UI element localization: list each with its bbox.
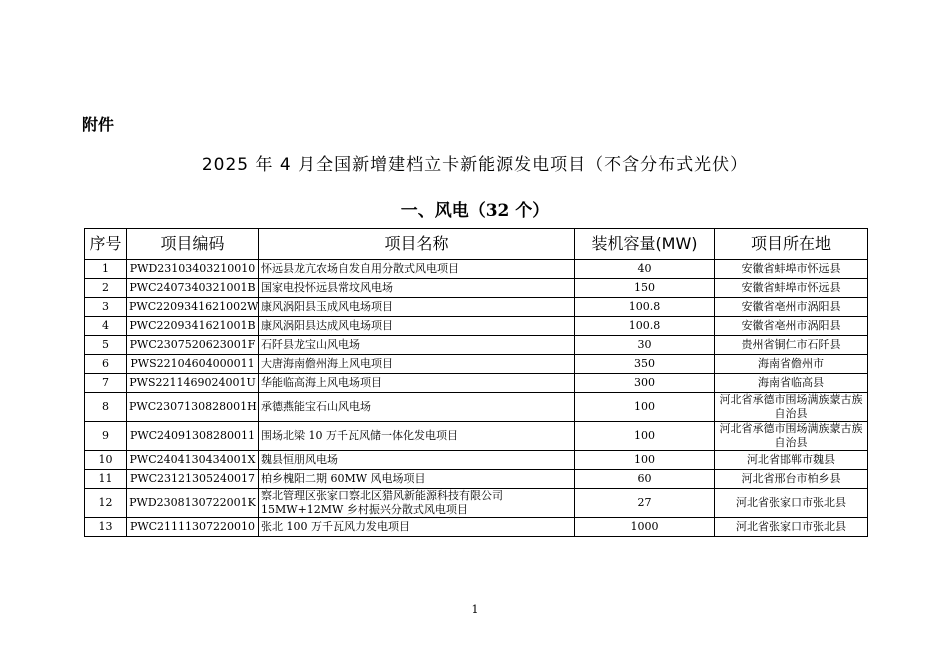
table-row: [85, 260, 868, 279]
table-row: [85, 451, 868, 470]
header-location: 项目所在地: [715, 229, 868, 260]
table-row: [85, 470, 868, 489]
cell-location: 河北省邢台市柏乡县: [715, 470, 868, 489]
cell-code: PWD23103403210010: [127, 260, 259, 279]
cell-seq: 8: [85, 393, 127, 422]
cell-location: 安徽省蚌埠市怀远县: [715, 260, 868, 279]
cell-code: PWC2209341621001B: [127, 317, 259, 336]
cell-project-name: 康风涡阳县达成风电场项目: [259, 317, 575, 336]
cell-seq: 5: [85, 336, 127, 355]
projects-table: [84, 228, 868, 537]
cell-project-name: 张北 100 万千瓦风力发电项目: [259, 518, 575, 537]
header-capacity: 装机容量(MW): [575, 229, 715, 260]
cell-capacity: 100: [575, 393, 715, 422]
cell-project-name: 柏乡槐阳二期 60MW 风电场项目: [259, 470, 575, 489]
cell-code: PWC2407340321001B: [127, 279, 259, 298]
table-row: [85, 422, 868, 451]
header-name: 项目名称: [259, 229, 575, 260]
cell-location: 河北省承德市围场满族蒙古族自治县: [715, 393, 868, 422]
cell-project-name: 国家电投怀远县常坟风电场: [259, 279, 575, 298]
cell-project-name: 魏县恒朋风电场: [259, 451, 575, 470]
cell-capacity: 1000: [575, 518, 715, 537]
cell-location: 河北省张家口市张北县: [715, 489, 868, 518]
cell-seq: 9: [85, 422, 127, 451]
cell-code: PWC2307520623001F: [127, 336, 259, 355]
cell-code: PWS2211469024001U: [127, 374, 259, 393]
cell-code: PWC2404130434001X: [127, 451, 259, 470]
cell-project-name: 察北管理区张家口察北区猎风新能源科技有限公司 15MW+12MW 乡村振兴分散式风电项目: [259, 489, 575, 518]
table-row: [85, 336, 868, 355]
cell-project-name: 怀远县龙亢农场自发自用分散式风电项目: [259, 260, 575, 279]
cell-project-name: 华能临高海上风电场项目: [259, 374, 575, 393]
cell-location: 安徽省蚌埠市怀远县: [715, 279, 868, 298]
header-code: 项目编码: [127, 229, 259, 260]
cell-capacity: 300: [575, 374, 715, 393]
cell-capacity: 100: [575, 451, 715, 470]
cell-seq: 3: [85, 298, 127, 317]
cell-capacity: 100.8: [575, 298, 715, 317]
table-row: [85, 317, 868, 336]
table-row: [85, 374, 868, 393]
cell-code: PWC2209341621002W: [127, 298, 259, 317]
cell-capacity: 100.8: [575, 317, 715, 336]
table-row: [85, 489, 868, 518]
cell-seq: 4: [85, 317, 127, 336]
cell-capacity: 27: [575, 489, 715, 518]
cell-code: PWD2308130722001K: [127, 489, 259, 518]
table-row: [85, 393, 868, 422]
cell-location: 河北省邯郸市魏县: [715, 451, 868, 470]
cell-code: PWC23121305240017: [127, 470, 259, 489]
cell-location: 海南省临高县: [715, 374, 868, 393]
section-title: 一、风电（32 个）: [400, 201, 550, 221]
cell-seq: 7: [85, 374, 127, 393]
cell-capacity: 30: [575, 336, 715, 355]
cell-project-name: 承德燕能宝石山风电场: [259, 393, 575, 422]
table-body: [85, 260, 868, 537]
cell-project-name: 大唐海南儋州海上风电项目: [259, 355, 575, 374]
cell-seq: 13: [85, 518, 127, 537]
cell-code: PWC24091308280011: [127, 422, 259, 451]
cell-seq: 11: [85, 470, 127, 489]
cell-location: 安徽省亳州市涡阳县: [715, 298, 868, 317]
table-row: [85, 298, 868, 317]
cell-capacity: 350: [575, 355, 715, 374]
cell-location: 海南省儋州市: [715, 355, 868, 374]
table-row: [85, 518, 868, 537]
cell-code: PWC2307130828001H: [127, 393, 259, 422]
cell-seq: 10: [85, 451, 127, 470]
cell-seq: 6: [85, 355, 127, 374]
cell-capacity: 60: [575, 470, 715, 489]
cell-seq: 2: [85, 279, 127, 298]
cell-seq: 12: [85, 489, 127, 518]
cell-capacity: 40: [575, 260, 715, 279]
cell-code: PWS22104604000011: [127, 355, 259, 374]
cell-project-name: 康风涡阳县玉成风电场项目: [259, 298, 575, 317]
table-row: [85, 279, 868, 298]
table-row: [85, 355, 868, 374]
header-seq: 序号: [85, 229, 127, 260]
attachment-label: 附件: [82, 115, 115, 134]
cell-capacity: 150: [575, 279, 715, 298]
cell-location: 河北省承德市围场满族蒙古族自治县: [715, 422, 868, 451]
cell-code: PWC21111307220010: [127, 518, 259, 537]
cell-capacity: 100: [575, 422, 715, 451]
document-title: 2025 年 4 月全国新增建档立卡新能源发电项目（不含分布式光伏）: [201, 155, 749, 175]
page-number: 1: [471, 603, 479, 616]
cell-location: 贵州省铜仁市石阡县: [715, 336, 868, 355]
cell-location: 安徽省亳州市涡阳县: [715, 317, 868, 336]
cell-location: 河北省张家口市张北县: [715, 518, 868, 537]
table-header-row: [85, 229, 868, 260]
cell-seq: 1: [85, 260, 127, 279]
cell-project-name: 石阡县龙宝山风电场: [259, 336, 575, 355]
cell-project-name: 围场北梁 10 万千瓦风储一体化发电项目: [259, 422, 575, 451]
